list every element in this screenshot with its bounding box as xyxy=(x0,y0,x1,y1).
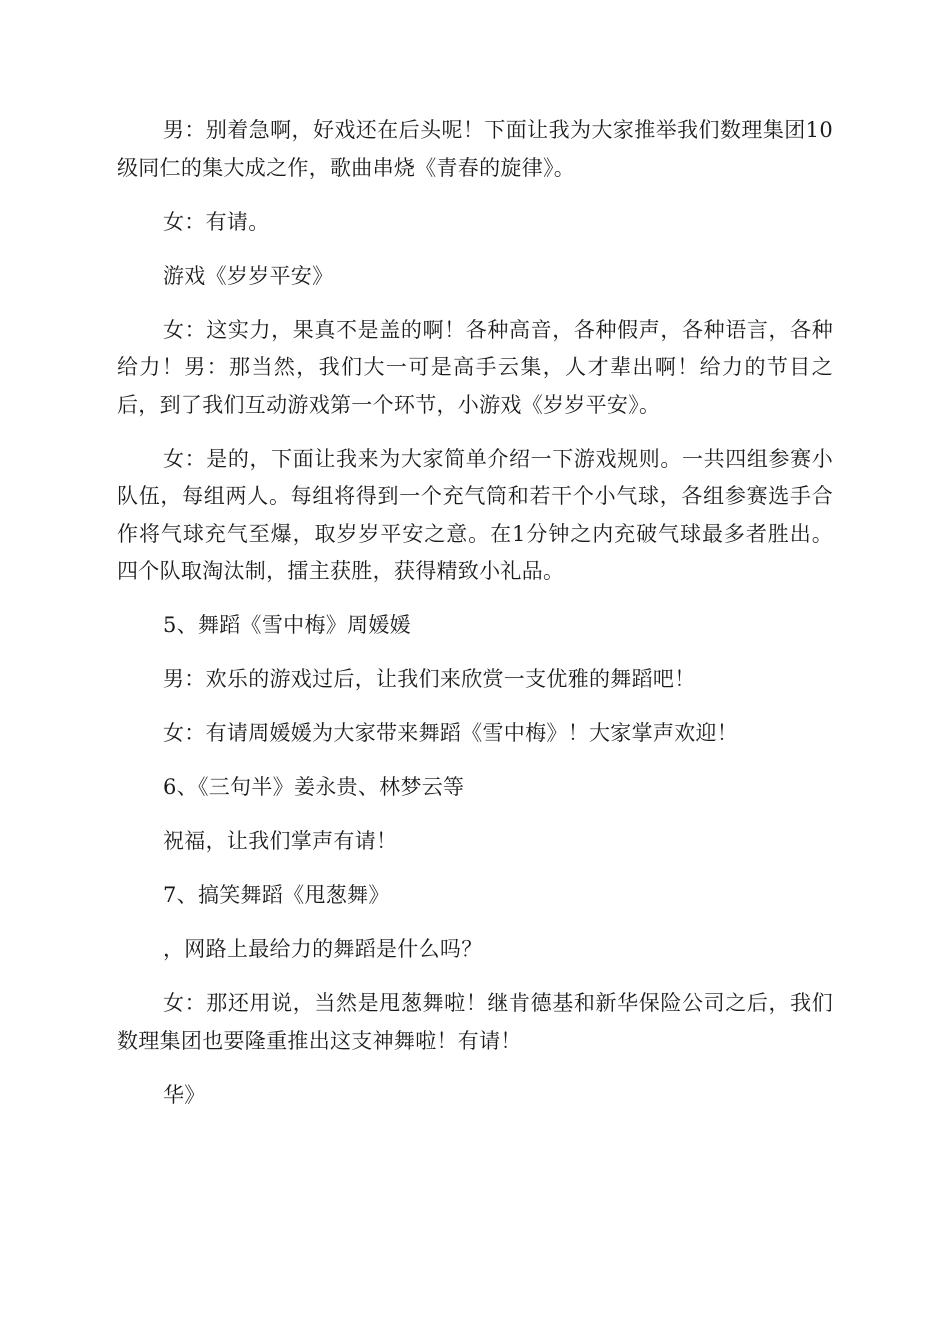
paragraph-14: 华》 xyxy=(163,1082,206,1107)
paragraph-12: ，网路上最给力的舞蹈是什么吗？ xyxy=(163,937,483,961)
paragraph-1: 男：别着急啊，好戏还在后头呢！下面让我为大家推举我们数理集团10级同仁的集大成之作，歌曲串烧《青春的旋律》。 xyxy=(117,118,833,180)
paragraph-7: 男：欢乐的游戏过后，让我们来欣赏一支优雅的舞蹈吧！ xyxy=(163,667,696,691)
document-body xyxy=(117,112,833,1131)
paragraph-9: 6、《三句半》姜永贵、林梦云等 xyxy=(163,775,465,799)
paragraph-5: 女：是的，下面让我来为大家简单介绍一下游戏规则。一共四组参赛小队伍，每组两人。每组将得到一个充气筒和若干个小气球，各组参赛选手合作将气球充气至爆，取岁岁平安之意。在1分钟之内充破气球最多者胜出。四个队取淘汰制，擂主获胜，获得精致小礼品。 xyxy=(117,446,833,583)
paragraph-10: 祝福，让我们掌声有请！ xyxy=(163,829,398,853)
paragraph-6: 5、舞蹈《雪中梅》周媛媛 xyxy=(163,613,411,637)
paragraph-11: 7、搞笑舞蹈《甩葱舞》 xyxy=(163,883,390,907)
paragraph-8: 女：有请周媛媛为大家带来舞蹈《雪中梅》！大家掌声欢迎！ xyxy=(163,721,739,745)
paragraph-2: 女：有请。 xyxy=(163,209,270,234)
paragraph-13: 女：那还用说，当然是甩葱舞啦！继肯德基和新华保险公司之后，我们数理集团也要隆重推出这支神舞啦！有请！ xyxy=(117,991,833,1053)
paragraph-3: 游戏《岁岁平安》 xyxy=(163,263,334,288)
paragraph-4: 女：这实力，果真不是盖的啊！各种高音，各种假声，各种语言，各种给力！男：那当然，我们大一可是高手云集，人才辈出啊！给力的节目之后，到了我们互动游戏第一个环节，小游戏《岁岁平安》。 xyxy=(117,317,833,417)
